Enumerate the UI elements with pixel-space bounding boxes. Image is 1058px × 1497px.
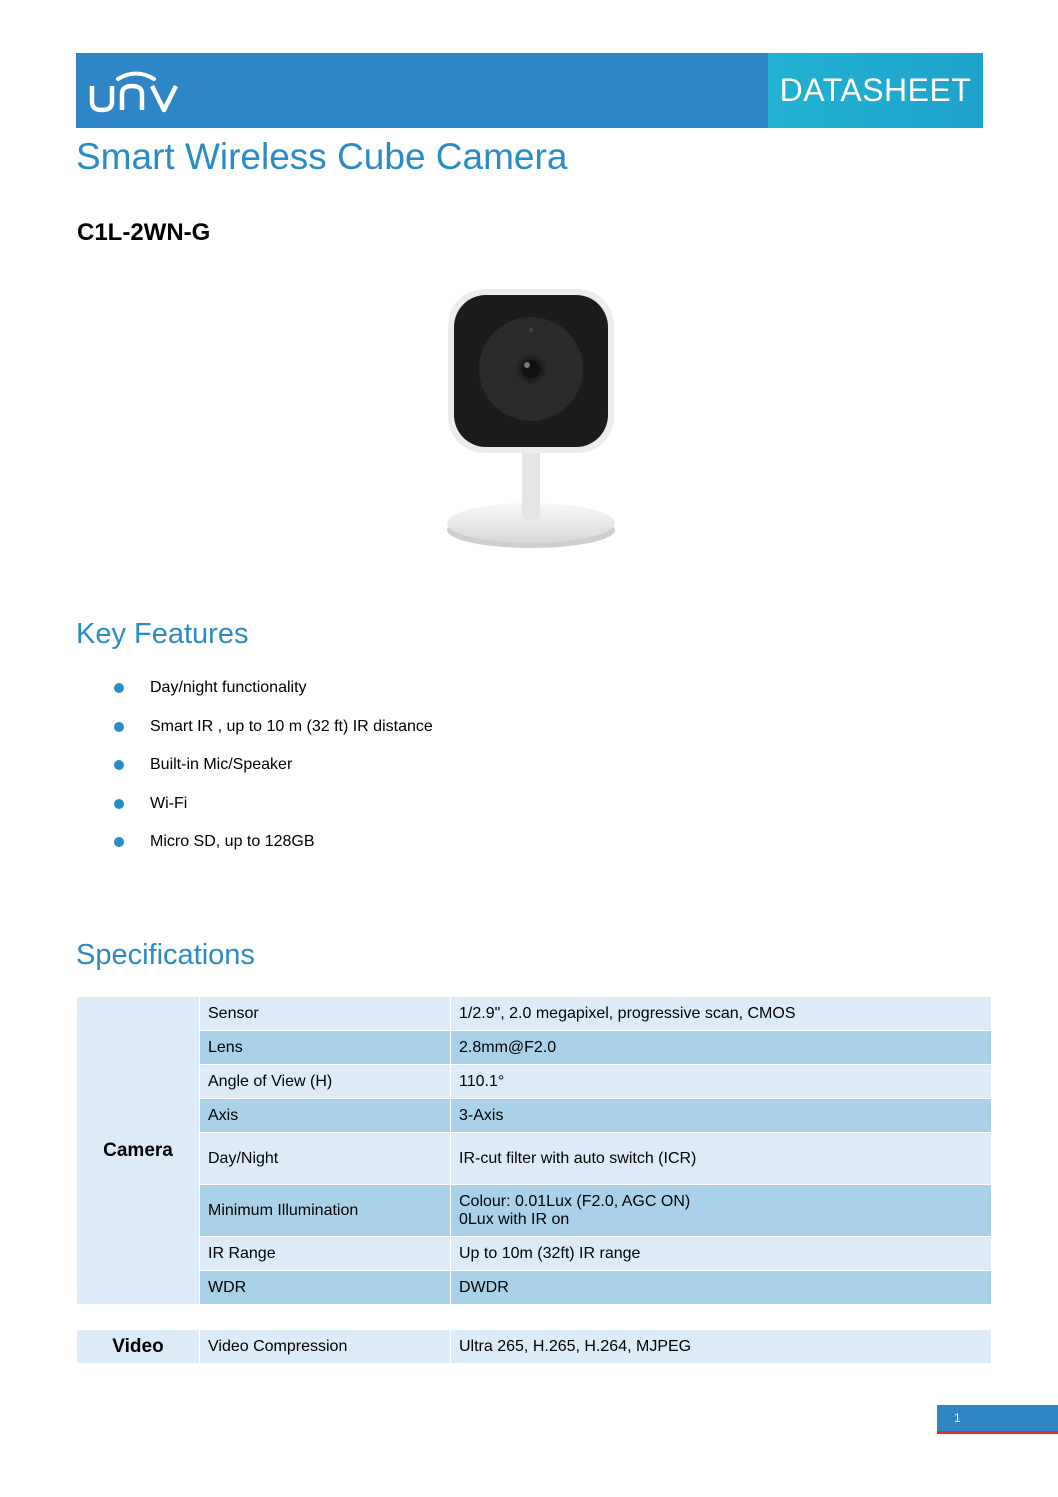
spec-label: Sensor xyxy=(200,997,451,1031)
model-number: C1L-2WN-G xyxy=(77,219,211,246)
category-video: Video xyxy=(77,1330,200,1364)
feature-text: Wi-Fi xyxy=(150,794,188,812)
table-row xyxy=(77,1185,992,1237)
feature-text: Day/night functionality xyxy=(150,679,307,696)
spec-value: Ultra 265, H.265, H.264, MJPEG xyxy=(451,1330,992,1364)
feature-text: Smart IR , up to 10 m (32 ft) IR distance xyxy=(150,717,433,735)
spec-value xyxy=(451,1185,992,1237)
spec-value: Up to 10m (32ft) IR range xyxy=(451,1237,992,1271)
bullet-icon xyxy=(114,799,124,809)
product-title: Smart Wireless Cube Camera xyxy=(76,136,568,177)
key-features-heading: Key Features xyxy=(76,618,249,650)
bullet-icon xyxy=(114,760,124,770)
spec-value: IR-cut filter with auto switch (ICR) xyxy=(451,1133,992,1185)
camera-spec-table xyxy=(76,996,992,1305)
spec-value: 3-Axis xyxy=(451,1099,992,1133)
video-spec-table xyxy=(76,1329,992,1364)
feature-list xyxy=(112,676,433,869)
page-number-underline xyxy=(937,1431,1058,1434)
spec-label: Minimum Illumination xyxy=(200,1185,451,1237)
spec-label: Axis xyxy=(200,1099,451,1133)
table-row xyxy=(77,1330,992,1364)
table-row xyxy=(77,1065,992,1099)
list-item xyxy=(112,676,433,715)
feature-text: Built-in Mic/Speaker xyxy=(150,756,293,773)
feature-text: Micro SD, up to 128GB xyxy=(150,833,315,850)
bullet-icon xyxy=(114,722,124,732)
bullet-icon xyxy=(114,683,124,693)
spec-value: DWDR xyxy=(451,1271,992,1305)
spec-label: Video Compression xyxy=(200,1330,451,1364)
table-row xyxy=(77,997,992,1031)
spec-label: Angle of View (H) xyxy=(200,1065,451,1099)
spec-label: IR Range xyxy=(200,1237,451,1271)
category-camera: Camera xyxy=(77,997,200,1305)
page-number: 1 xyxy=(937,1405,1058,1431)
specifications-heading: Specifications xyxy=(76,939,255,971)
table-row xyxy=(77,1031,992,1065)
table-row xyxy=(77,1237,992,1271)
spec-value-line: 0Lux with IR on xyxy=(459,1210,570,1228)
list-item xyxy=(112,830,433,869)
unv-logo xyxy=(88,64,184,116)
table-row xyxy=(77,1133,992,1185)
list-item xyxy=(112,715,433,754)
spec-value-line: Colour: 0.01Lux (F2.0, AGC ON) xyxy=(459,1192,691,1210)
list-item xyxy=(112,753,433,792)
datasheet-badge: DATASHEET xyxy=(768,53,983,128)
table-row xyxy=(77,1099,992,1133)
spec-value: 2.8mm@F2.0 xyxy=(451,1031,992,1065)
bullet-icon xyxy=(114,837,124,847)
list-item xyxy=(112,792,433,831)
spec-value: 1/2.9", 2.0 megapixel, progressive scan, CMOS xyxy=(451,997,992,1031)
spec-value: 110.1° xyxy=(451,1065,992,1099)
spec-label: Lens xyxy=(200,1031,451,1065)
spec-label: WDR xyxy=(200,1271,451,1305)
spec-label: Day/Night xyxy=(200,1133,451,1185)
table-row xyxy=(77,1271,992,1305)
camera-product-image xyxy=(438,285,624,567)
